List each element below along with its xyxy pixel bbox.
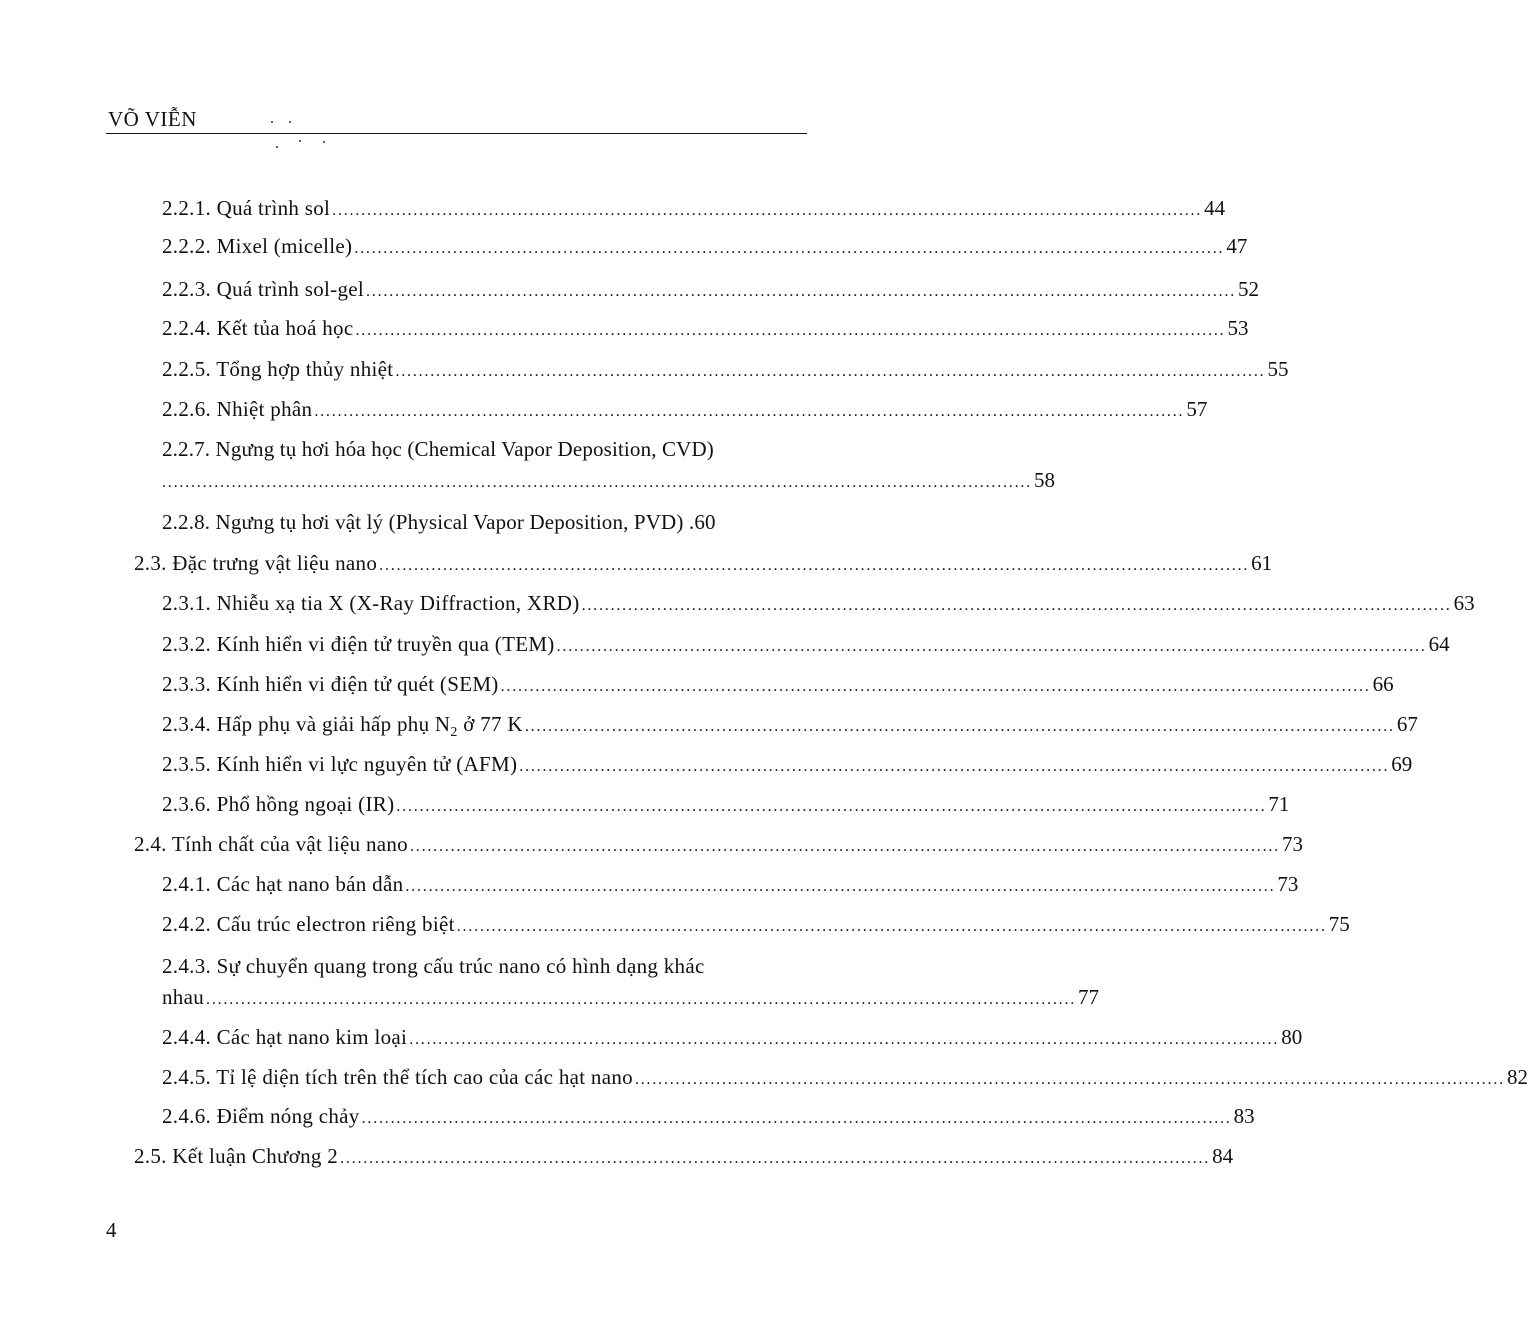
- toc-entry-page: 84: [1212, 1144, 1234, 1168]
- toc-entry-page: 52: [1238, 277, 1260, 301]
- toc-entry: [134, 830, 1303, 861]
- toc-entry-title: 2.4.6. Điểm nóng chảy: [162, 1104, 360, 1128]
- toc-leader: ......................................................................................................................................................: [206, 991, 1077, 1008]
- toc-entry-title: 2.4.2. Cấu trúc electron riêng biệt: [162, 912, 455, 936]
- toc-entry: [162, 1023, 1303, 1054]
- toc-entry: [162, 750, 1413, 781]
- toc-entry: [162, 1102, 1255, 1133]
- toc-entry-page: 73: [1277, 872, 1299, 896]
- toc-entry-page: 55: [1267, 357, 1289, 381]
- toc-entry-page: 57: [1186, 397, 1208, 421]
- toc-entry: [162, 710, 1418, 747]
- toc-leader: ......................................................................................................................................................: [519, 758, 1390, 775]
- toc-entry-title: 2.2.2. Mixel (micelle): [162, 234, 353, 258]
- toc-entry: [162, 983, 1100, 1014]
- toc-entry-page: 44: [1204, 196, 1226, 220]
- toc-leader: ......................................................................................................................................................: [354, 240, 1225, 257]
- toc-entry-page: 80: [1281, 1025, 1303, 1049]
- toc-entry-page: 53: [1227, 316, 1249, 340]
- toc-entry: [162, 589, 1475, 620]
- toc-entry: [162, 670, 1394, 701]
- toc-leader: ......................................................................................................................................................: [409, 1031, 1280, 1048]
- toc-entry-title: 2.2.1. Quá trình sol: [162, 196, 331, 220]
- toc-entry-page: 47: [1226, 234, 1248, 258]
- toc-entry-title: nhau: [162, 985, 205, 1009]
- toc-entry-page: 63: [1453, 591, 1475, 615]
- toc-entry-title: 2.2.6. Nhiệt phân: [162, 397, 313, 421]
- toc-leader: ......................................................................................................................................................: [332, 202, 1203, 219]
- toc-leader: ......................................................................................................................................................: [355, 322, 1226, 339]
- toc-entry: [162, 910, 1350, 941]
- toc-entry-title: 2.4.4. Các hạt nano kim loại: [162, 1025, 408, 1049]
- toc-entry-title: 2.2.3. Quá trình sol-gel: [162, 277, 365, 301]
- toc-entry-page: 61: [1251, 551, 1273, 575]
- toc-entry-title: 2.5. Kết luận Chương 2: [134, 1144, 339, 1168]
- toc-entry-page: 82: [1506, 1065, 1528, 1089]
- toc-entry-title: 2.3. Đặc trưng vật liệu nano: [134, 551, 378, 575]
- toc-entry: [162, 790, 1290, 821]
- toc-entry-title: 2.3.2. Kính hiển vi điện tử truyền qua (TEM): [162, 632, 555, 656]
- toc-leader: ......................................................................................................................................................: [634, 1071, 1505, 1088]
- toc-entry-page: 58: [1034, 468, 1055, 492]
- toc-entry: [162, 194, 1226, 225]
- toc-entry-title: 2.2.7. Ngưng tụ hơi hóa học (Chemical Vapor Deposition, CVD): [162, 437, 714, 461]
- toc-entry-title: 2.4.1. Các hạt nano bán dẫn: [162, 872, 404, 896]
- toc-entry: [162, 232, 1248, 263]
- toc-leader: ......................................................................................................................................................: [456, 918, 1327, 935]
- toc-entry: [162, 395, 1208, 426]
- toc-entry-title: 2.3.6. Phổ hồng ngoại (IR): [162, 792, 395, 816]
- toc-leader: ......................................................................................................................................................: [340, 1150, 1211, 1167]
- toc-leader: ......................................................................................................................................................: [395, 363, 1266, 380]
- toc-entry-page: 77: [1078, 985, 1100, 1009]
- toc-leader: ......................................................................................................................................................: [524, 718, 1395, 735]
- toc-entry-title: 2.2.4. Kết tủa hoá học: [162, 316, 354, 340]
- toc-leader: ......................................................................................................................................................: [314, 403, 1185, 420]
- toc-entry-title: 2.4.5. Tỉ lệ diện tích trên thể tích cao của các hạt nano: [162, 1065, 633, 1089]
- toc-entry-page: 75: [1328, 912, 1350, 936]
- toc-entry-page: 67: [1396, 712, 1418, 736]
- toc-entry-title: 2.3.5. Kính hiển vi lực nguyên tử (AFM): [162, 752, 518, 776]
- toc-entry-title-text: 2.3.4. Hấp phụ và giải hấp phụ N: [162, 712, 451, 736]
- toc-entry: [162, 1063, 1528, 1094]
- toc-entry-title: 2.3.1. Nhiễu xạ tia X (X-Ray Diffraction, XRD): [162, 591, 580, 615]
- toc-entry-title-text: ở 77 K: [457, 712, 523, 736]
- toc-leader: ......................................................................................................................................................: [379, 557, 1250, 574]
- toc-entry: [162, 314, 1249, 345]
- toc-entry-page: 73: [1281, 832, 1303, 856]
- toc-entry: [162, 508, 716, 536]
- toc-leader: ......................................................................................................................................................: [409, 838, 1280, 855]
- toc-entry-page: 64: [1428, 632, 1450, 656]
- toc-entry: [162, 355, 1289, 386]
- toc-leader: ......................................................................................................................................................: [361, 1110, 1232, 1127]
- toc-entry: [162, 870, 1299, 901]
- toc-leader: ......................................................................................................................................................: [556, 638, 1427, 655]
- toc-entry-page: 71: [1268, 792, 1290, 816]
- toc-leader: ......................................................................................................................................................: [396, 798, 1267, 815]
- toc-entry-title: 2.2.5. Tổng hợp thủy nhiệt: [162, 357, 394, 381]
- toc-entry-page: 83: [1233, 1104, 1255, 1128]
- toc-entry-page: 69: [1391, 752, 1413, 776]
- subscript: 2: [450, 725, 458, 741]
- toc-entry-title: 2.3.3. Kính hiển vi điện tử quét (SEM): [162, 672, 499, 696]
- toc-entry: [162, 466, 1055, 497]
- toc-leader: ......................................................................................................................................................: [581, 597, 1452, 614]
- toc-entry-page: 66: [1372, 672, 1394, 696]
- toc-entry-title: 2.4.3. Sự chuyển quang trong cấu trúc nano có hình dạng khác: [162, 954, 705, 978]
- toc-leader: ......................................................................................................................................................: [162, 474, 1032, 491]
- page-number: 4: [106, 1218, 117, 1242]
- running-header-author: VÕ VIỄN: [108, 107, 197, 131]
- toc-entry-title: 2.2.8. Ngưng tụ hơi vật lý (Physical Vapor Deposition, PVD): [162, 510, 684, 534]
- toc-entry: [134, 1142, 1234, 1173]
- toc-leader: ......................................................................................................................................................: [500, 678, 1371, 695]
- toc-entry: [162, 630, 1450, 661]
- toc-leader: ......................................................................................................................................................: [366, 283, 1237, 300]
- toc-entry: [134, 549, 1273, 580]
- toc-entry: [162, 275, 1260, 306]
- toc-leader: ......................................................................................................................................................: [405, 878, 1276, 895]
- toc-entry-title: [162, 710, 523, 747]
- toc-entry-page: .60: [688, 510, 716, 534]
- toc-entry-title: 2.4. Tính chất của vật liệu nano: [134, 832, 408, 856]
